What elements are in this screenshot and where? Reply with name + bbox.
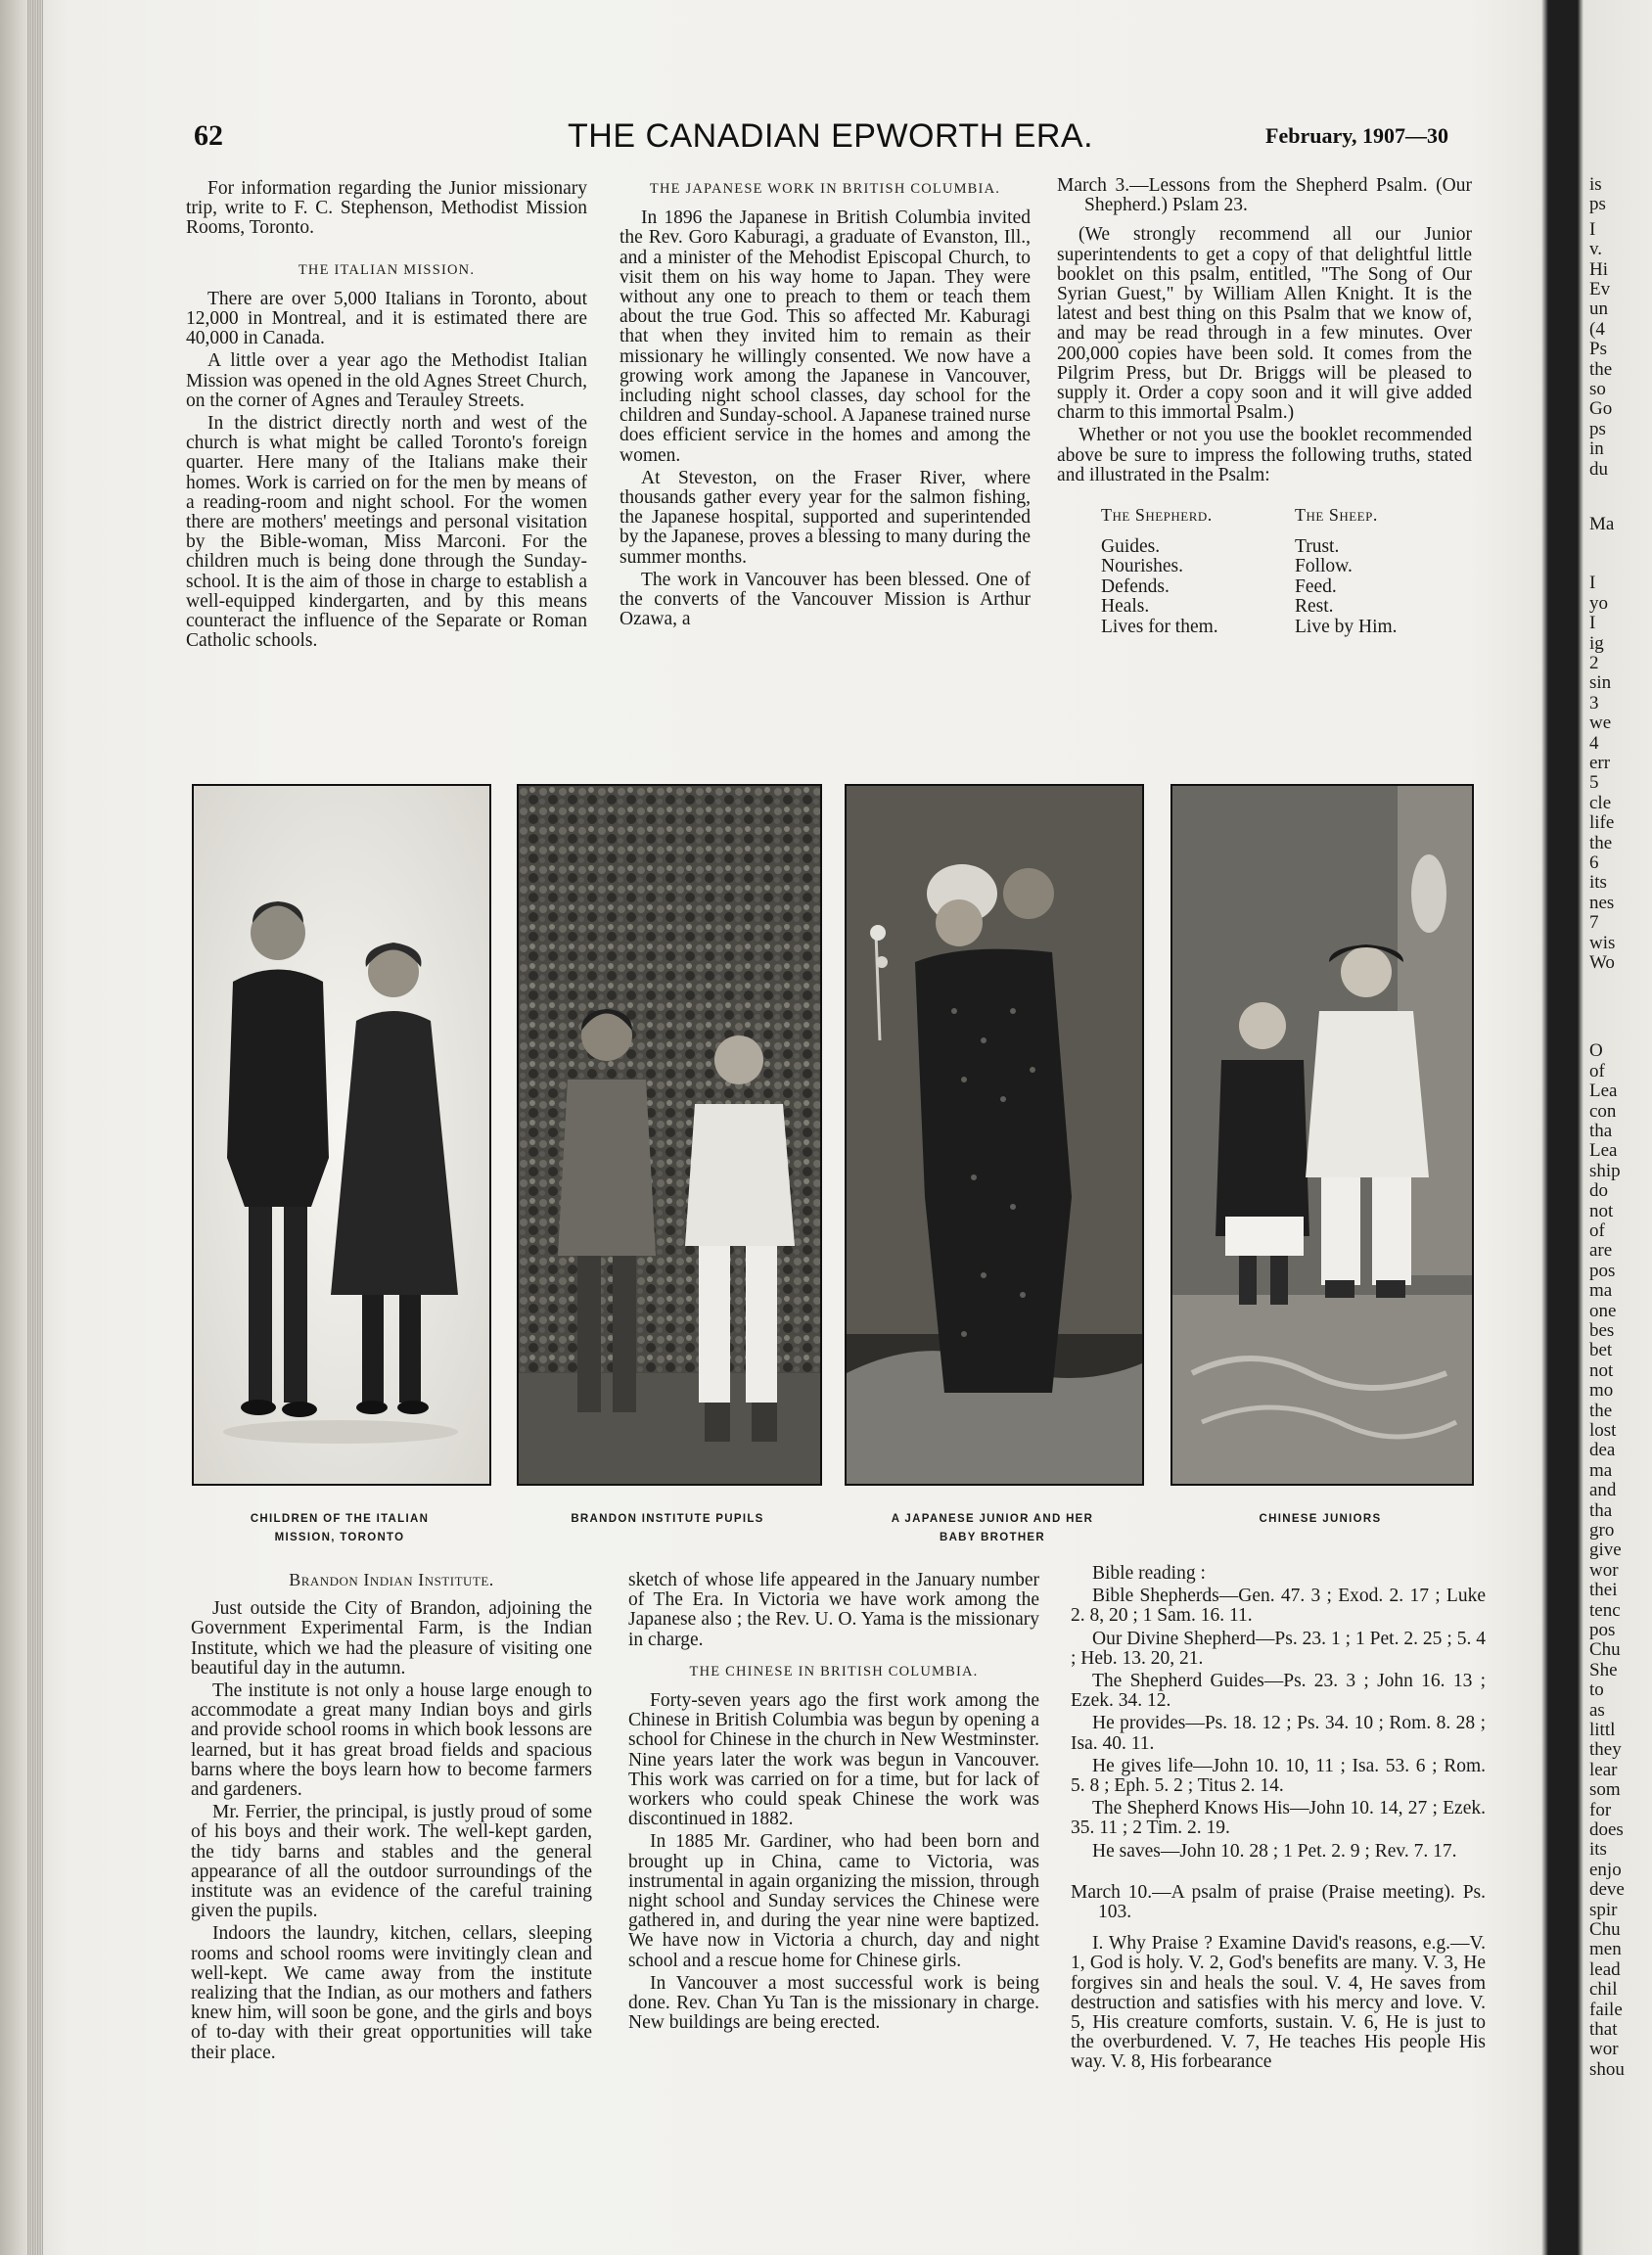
brandon-paragraph-1: Just outside the City of Brandon, adjoining the Government Experimental Farm, is the Indian Institute, which we had the pleasure of visiting one beautiful day in the autumn.	[191, 1598, 592, 1679]
adjacent-page-fragment: Ev	[1589, 279, 1611, 299]
adjacent-page-fragment: som	[1589, 1779, 1621, 1801]
adjacent-page-fragment: tha	[1589, 1499, 1613, 1521]
he-saves: He saves—John 10. 28 ; 1 Pet. 2. 9 ; Rev. 7. 17.	[1092, 1840, 1457, 1862]
sheep-response: Trust.	[1295, 535, 1340, 557]
adjacent-page-fragment: wor	[1589, 2039, 1619, 2060]
junior-trip-paragraph: For information regarding the Junior missionary trip, write to F. C. Stephenson, Methodist Mission Rooms, Toronto.	[186, 178, 587, 239]
adjacent-page-fragment: to	[1589, 1680, 1604, 1701]
adjacent-page-fragment: pos	[1589, 1620, 1616, 1640]
adjacent-page-fragment: life	[1589, 812, 1615, 834]
adjacent-page-fragment: lead	[1589, 1958, 1621, 1980]
adjacent-page-fragment: its	[1589, 1839, 1607, 1861]
adjacent-page-fragment: as	[1589, 1699, 1605, 1721]
adjacent-page-fragment: wor	[1589, 1559, 1619, 1581]
caption-brandon-pupils: BRANDON INSTITUTE PUPILS	[571, 1513, 764, 1525]
adjacent-page-fragment: not	[1589, 1359, 1614, 1381]
japanese-work-heading: THE JAPANESE WORK IN BRITISH COLUMBIA.	[649, 181, 1001, 197]
adjacent-page-fragment: spir	[1589, 1899, 1618, 1920]
sheep-column-header: The Sheep.	[1295, 505, 1378, 526]
adjacent-page-fragment: men	[1589, 1939, 1622, 1960]
adjacent-page-fragment: Chu	[1589, 1919, 1621, 1940]
adjacent-page-fragment: tha	[1589, 1121, 1613, 1141]
adjacent-page-fragment: She	[1589, 1659, 1618, 1680]
adjacent-page-fragment: ship	[1589, 1160, 1621, 1181]
caption-japanese-junior: A JAPANESE JUNIOR AND HER BABY BROTHER	[891, 1513, 1094, 1543]
adjacent-page-fragment: faile	[1589, 1999, 1623, 2020]
photo-chinese-juniors	[1170, 784, 1474, 1486]
sheep-response: Follow.	[1295, 556, 1353, 577]
shepherd-table-row	[1101, 597, 1398, 618]
photo-italian-children	[192, 784, 491, 1486]
adjacent-page-fragment: I	[1589, 613, 1596, 634]
adjacent-page-fragment: thei	[1589, 1580, 1618, 1601]
page-number: 62	[194, 119, 223, 152]
adjacent-page-fragment: of	[1589, 1060, 1605, 1081]
adjacent-page-fragment: the	[1589, 1400, 1613, 1421]
shepherd-table-row	[1101, 618, 1398, 638]
italian-mission-paragraph-1: There are over 5,000 Italians in Toronto, about 12,000 in Montreal, and it is estimated there are 40,000 in Canada.	[186, 288, 587, 349]
adjacent-page-fragment: ma	[1589, 1459, 1613, 1481]
adjacent-page-fragment: (4	[1589, 318, 1605, 340]
shepherd-table-row	[1101, 537, 1398, 558]
column-bible-reading	[1071, 1564, 1486, 2076]
shepherd-knows: The Shepherd Knows His—John 10. 14, 27 ; Ezek. 35. 11 ; 2 Tim. 2. 19.	[1071, 1798, 1486, 1839]
italian-mission-paragraph-3: In the district directly north and west of the church is what might be called Toronto's foreign quarter. Here many of the Italians make their homes. Work is carried on for the men by means of a reading-room and night school. For the women there are mothers' meetings and personal visitation by the Bible-woman, Miss Marconi. For the children much is being done through the Sunday-school. It is the aim of those in charge to establish a well-equipped kindergarten, and by this means counteract the influence of the Separate or Roman Catholic schools.	[186, 413, 587, 652]
adjacent-page-fragment: shou	[1589, 2058, 1625, 2080]
adjacent-page-fragment: v.	[1589, 239, 1603, 260]
photo-brandon-pupils	[517, 784, 822, 1486]
adjacent-page-fragment: du	[1589, 458, 1608, 480]
brandon-institute-heading: Brandon Indian Institute.	[289, 1570, 494, 1589]
adjacent-page-fragment: Hi	[1589, 258, 1608, 280]
adjacent-page-fragment: Chu	[1589, 1639, 1621, 1661]
adjacent-page-fragment: they	[1589, 1739, 1622, 1761]
chinese-paragraph-3: In Vancouver a most successful work is being done. Rev. Chan Yu Tan is the missionary in charge. New buildings are being erected.	[628, 1972, 1039, 2034]
adjacent-page-fragment: ps	[1589, 194, 1606, 215]
shepherd-table-body	[1101, 537, 1398, 638]
adjacent-page-fragment: Go	[1589, 398, 1613, 420]
adjacent-page-fragment: gro	[1589, 1520, 1615, 1541]
italian-mission-heading: THE ITALIAN MISSION.	[298, 261, 476, 278]
japanese-work-paragraph-1: In 1896 the Japanese in British Columbia invited the Rev. Goro Kaburagi, a graduate of Evanston, Ill., and a minister of the Mehodist Episcopal Church, to visit them on his way home to Japan. They were without any one to preach to them or teach them about the true God. This so affected Mr. Kaburagi that when they invited him to remain as their missionary he willingly consented. We now have a growing work among the Japanese in Vancouver, including night school classes, day school for the children and Sunday-school. A Japanese trained nurse does efficient service in the homes and among the women.	[620, 207, 1031, 466]
shepherd-action: Heals.	[1101, 596, 1150, 618]
adjacent-page-fragment: 4	[1589, 732, 1599, 754]
sheep-response: Live by Him.	[1295, 616, 1398, 637]
march-3-lesson: March 3.—Lessons from the Shepherd Psalm. (Our Shepherd.) Pslam 23.	[1057, 175, 1472, 216]
adjacent-page-fragment: wis	[1589, 932, 1616, 953]
column-chinese-work	[628, 1571, 1039, 2036]
sheep-response: Rest.	[1295, 596, 1334, 618]
chinese-work-heading: THE CHINESE IN BRITISH COLUMBIA.	[689, 1663, 979, 1680]
column-japanese-work	[620, 171, 1031, 632]
adjacent-page-fragment: 2	[1589, 653, 1599, 673]
shepherd-action: Lives for them.	[1101, 616, 1218, 637]
shepherd-column-header: The Shepherd.	[1101, 505, 1213, 526]
adjacent-page-strip	[1583, 0, 1652, 2255]
adjacent-page-fragment: enjo	[1589, 1859, 1622, 1880]
adjacent-page-fragment: ma	[1589, 1280, 1613, 1302]
adjacent-page-fragment: does	[1589, 1819, 1624, 1840]
adjacent-page-fragment: are	[1589, 1240, 1613, 1262]
caption-chinese-juniors: CHINESE JUNIORS	[1259, 1513, 1382, 1525]
brandon-paragraph-4: Indoors the laundry, kitchen, cellars, sleeping rooms and school rooms were invitingly clean and well-kept. We came away from the institute realizing that the Indian, as our mothers and fathers knew him, will soon be gone, and the girls and boys of to-day with their great opportunities will take their place.	[191, 1923, 592, 2063]
booklet-recommendation: (We strongly recommend all our Junior superintendents to get a copy of that delightful little booklet on this psalm, entitled, "The Song of Our Syrian Guest," by William Allen Knight. It is the latest and best thing on this Psalm that we know of, and may be read through in a few minutes. Over 200,000 copies have been sold. It comes from the Pilgrim Press, but Dr. Briggs will be pleased to supply it. Order a copy soon and it will give added charm to this immortal Psalm.)	[1057, 224, 1472, 424]
adjacent-page-fragment: Wo	[1589, 952, 1615, 973]
adjacent-page-fragment: bet	[1589, 1340, 1613, 1361]
adjacent-page-fragment: bes	[1589, 1320, 1615, 1341]
divine-shepherd: Our Divine Shepherd—Ps. 23. 1 ; 1 Pet. 2. 25 ; 5. 4 ; Heb. 13. 20, 21.	[1071, 1628, 1486, 1669]
adjacent-page-fragment: littl	[1589, 1720, 1616, 1740]
italian-mission-paragraph-2: A little over a year ago the Methodist Italian Mission was opened in the old Agnes Street Church, on the corner of Agnes and Terauley Streets.	[186, 350, 587, 411]
column-brandon-institute	[191, 1566, 592, 2066]
sheep-response: Feed.	[1295, 575, 1337, 597]
adjacent-page-fragment: is	[1589, 174, 1602, 195]
adjacent-page-fragment: err	[1589, 753, 1611, 773]
adjacent-page-fragment: give	[1589, 1540, 1622, 1561]
adjacent-page-fragment: 6	[1589, 852, 1599, 873]
adjacent-page-fragment: cle	[1589, 792, 1612, 813]
adjacent-page-fragment: the	[1589, 832, 1613, 853]
adjacent-page-fragment: not	[1589, 1200, 1614, 1221]
adjacent-page-fragment: 7	[1589, 912, 1599, 934]
adjacent-page-fragment: nes	[1589, 892, 1615, 913]
shepherd-action: Guides.	[1101, 535, 1161, 557]
japanese-work-paragraph-2: At Steveston, on the Fraser River, where thousands gather every year for the salmon fishing, the Japanese hospital, supported and superintended by the Japanese, proves a blessing to many during the summer months.	[620, 467, 1031, 568]
he-gives-life: He gives life—John 10. 10, 11 ; Isa. 53. 6 ; Rom. 5. 8 ; Eph. 5. 2 ; Titus 2. 14.	[1071, 1755, 1486, 1797]
masthead-title: THE CANADIAN EPWORTH ERA.	[568, 117, 1094, 155]
adjacent-page-fragment: its	[1589, 872, 1607, 894]
shepherd-action: Defends.	[1101, 575, 1170, 597]
shepherd-action: Nourishes.	[1101, 556, 1183, 577]
why-praise: I. Why Praise ? Examine David's reasons, e.g.—V. 1, God is holy. V. 2, God's benefits are many. V. 3, He forgives sin and heals the soul. V. 4, He saves from destruction and satisfies with his mercy and love. V. 5, His creature comforts, sustain. V. 6, He is just to the overburdened. V. 7, He teaches His people His way. V. 8, His forbearance	[1071, 1933, 1486, 2073]
adjacent-page-fragment: Ps	[1589, 339, 1607, 360]
adjacent-page-fragment: ps	[1589, 418, 1606, 439]
adjacent-page-fragment: Lea	[1589, 1081, 1618, 1102]
bible-reading-label: Bible reading :	[1092, 1563, 1206, 1584]
column-italian-mission	[186, 179, 587, 654]
adjacent-page-fragment: tenc	[1589, 1599, 1621, 1621]
adjacent-page-fragment: un	[1589, 299, 1608, 320]
adjacent-page-fragment: I	[1589, 573, 1596, 594]
brandon-paragraph-3: Mr. Ferrier, the principal, is justly proud of some of his boys and their work. The well-kept garden, the tidy barns and stables and the general appearance of all the outdoor surroundings of the institute was an evidence of the careful training given the pupils.	[191, 1802, 592, 1922]
truths-intro: Whether or not you use the booklet recommended above be sure to impress the following truths, stated and illustrated in the Psalm:	[1057, 425, 1472, 485]
adjacent-page-fragment: the	[1589, 358, 1613, 380]
adjacent-page-fragment: lost	[1589, 1420, 1617, 1441]
chinese-paragraph-2: In 1885 Mr. Gardiner, who had been born and brought up in China, came to Victoria, was instrumental in again organizing the mission, through night school and Sunday services the Chinese were gathered in, and during the year nine were baptized. We have now in Victoria a church, day and night school and a rescue home for Chinese girls.	[628, 1831, 1039, 1971]
adjacent-page-fragment: I	[1589, 218, 1596, 240]
shepherd-guides: The Shepherd Guides—Ps. 23. 3 ; John 16. 13 ; Ezek. 34. 12.	[1071, 1671, 1486, 1712]
adjacent-page-fragment: O	[1589, 1040, 1603, 1062]
adjacent-page-fragment: do	[1589, 1180, 1608, 1202]
march-10-lesson: March 10.—A psalm of praise (Praise meeting). Ps. 103.	[1071, 1881, 1486, 1923]
adjacent-page-fragment: for	[1589, 1799, 1612, 1820]
page-binding	[27, 0, 43, 2255]
shepherd-table-row	[1101, 557, 1398, 577]
adjacent-page-fragment: so	[1589, 379, 1606, 399]
adjacent-page-fragment: 3	[1589, 692, 1599, 713]
adjacent-page-fragment: 5	[1589, 772, 1599, 794]
adjacent-page-fragment: Ma	[1589, 514, 1615, 534]
adjacent-page-fragment: dea	[1589, 1440, 1616, 1461]
adjacent-page-fragment: mo	[1589, 1380, 1614, 1402]
adjacent-page-fragment: and	[1589, 1480, 1617, 1501]
adjacent-page-fragment: yo	[1589, 592, 1608, 614]
adjacent-page-fragment: sin	[1589, 672, 1612, 694]
shepherd-sheep-table	[1101, 505, 1398, 637]
adjacent-page-fragment: pos	[1589, 1260, 1616, 1281]
ozawa-continuation: sketch of whose life appeared in the January number of The Era. In Victoria we have work among the Japanese also ; the Rev. U. O. Yama is the missionary in charge.	[628, 1570, 1039, 1650]
adjacent-page-fragment: chil	[1589, 1979, 1618, 2001]
adjacent-page-fragment: lear	[1589, 1759, 1618, 1780]
adjacent-page-fragment: in	[1589, 438, 1604, 460]
photo-japanese-junior	[845, 784, 1144, 1486]
he-provides: He provides—Ps. 18. 12 ; Ps. 34. 10 ; Rom. 8. 28 ; Isa. 40. 11.	[1071, 1713, 1486, 1754]
brandon-paragraph-2: The institute is not only a house large enough to accommodate a great many Indian boys and girls and provide school rooms in which book lessons are learned, but it has great broad fields and spacious barns where the boys learn how to become farmers and gardeners.	[191, 1680, 592, 1801]
adjacent-page-fragment: that	[1589, 2019, 1618, 2040]
adjacent-page-fragment: one	[1589, 1300, 1617, 1321]
adjacent-page-fragment: we	[1589, 713, 1612, 734]
issue-date: February, 1907—30	[1265, 123, 1448, 148]
adjacent-page-fragment: con	[1589, 1100, 1617, 1122]
column-shepherd-psalm	[1057, 176, 1472, 637]
adjacent-page-fragment: of	[1589, 1220, 1605, 1241]
adjacent-page-fragment: Lea	[1589, 1140, 1618, 1162]
japanese-work-paragraph-3: The work in Vancouver has been blessed. One of the converts of the Vancouver Mission is Arthur Ozawa, a	[620, 569, 1031, 630]
adjacent-page-fragment: deve	[1589, 1879, 1625, 1901]
adjacent-page-fragment: ig	[1589, 632, 1604, 654]
bible-shepherds: Bible Shepherds—Gen. 47. 3 ; Exod. 2. 17 ; Luke 2. 8, 20 ; 1 Sam. 16. 11.	[1071, 1586, 1486, 1627]
chinese-paragraph-1: Forty-seven years ago the first work among the Chinese in British Columbia was begun by opening a school for Chinese in the church in New Westminster. Nine years later the work was begun in Vancouver. This work was carried on for a time, but for lack of workers who could speak Chinese the work was discontinued in 1882.	[628, 1690, 1039, 1830]
caption-italian-children: CHILDREN OF THE ITALIAN MISSION, TORONTO	[250, 1513, 430, 1543]
shepherd-table-row	[1101, 577, 1398, 598]
